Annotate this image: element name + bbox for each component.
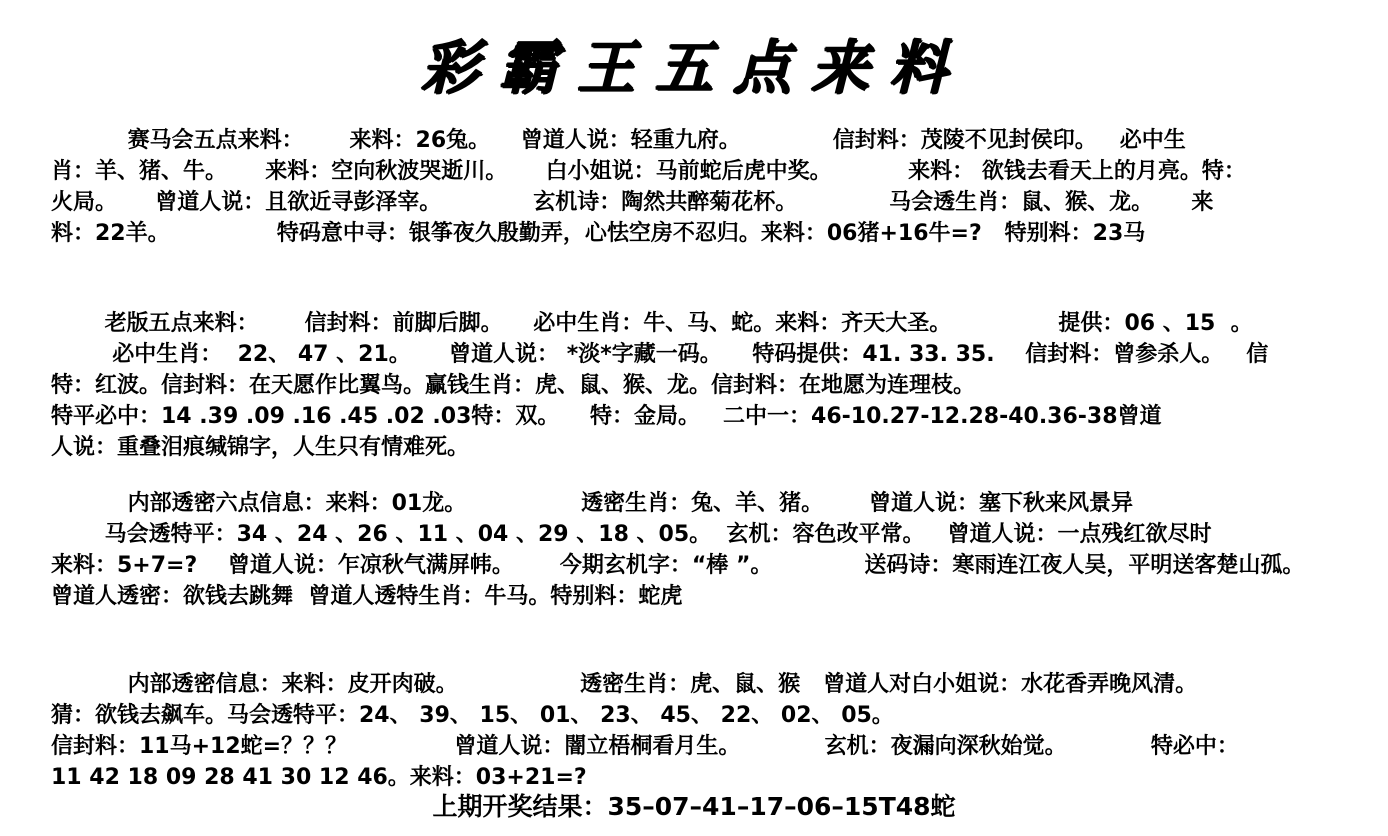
section-internal-six-point-info [51, 488, 1383, 612]
text-line: 特平必中：14 .39 .09 .16 .45 .02 .03特：双。 特：金局。 二中一：46-10.27-12.28-40.36-38曾道 [51, 404, 1162, 429]
page-title: 彩霸王五点来料 [420, 34, 967, 102]
text-line: 特：红波。信封料：在天愿作比翼鸟。赢钱生肖：虎、鼠、猴、龙。信封料：在地愿为连理枝。 [51, 373, 976, 398]
last-draw-result: 上期开奖结果：35–07–41–17–06–15T48蛇 [432, 792, 956, 821]
text-line: 11 42 18 09 28 41 30 12 46。来料：03+21=? [51, 765, 587, 790]
text-line: 信封料：11马+12蛇=？？？ 曾道人说：闇立梧桐看月生。 玄机：夜漏向深秋始觉。 特必中： [51, 734, 1239, 759]
text-line: 肖：羊、猪、牛。 来料：空向秋波哭逝川。 白小姐说：马前蛇后虎中奖。 来料： 欲钱去看天上的月亮。特： [51, 159, 1246, 184]
section-old-version-info [51, 308, 1383, 463]
text-line: 内部透密六点信息：来料：01龙。 透密生肖：兔、羊、猪。 曾道人说：塞下秋来风景异 [51, 491, 1134, 516]
text-line: 必中生肖： 22、 47 、21。 曾道人说： *淡*字藏一码。 特码提供：41. 33. 35. 信封料：曾参杀人。 信 [51, 342, 1269, 367]
text-line: 曾道人透密：欲钱去跳舞 曾道人透特生肖：牛马。特别料：蛇虎 [51, 584, 683, 609]
text-line: 火局。 曾道人说：且欲近寻彭泽宰。 玄机诗：陶然共醉菊花杯。 马会透生肖：鼠、猴、龙。 来 [51, 190, 1214, 215]
text-line: 内部透密信息：来料：皮开肉破。 透密生肖：虎、鼠、猴 曾道人对白小姐说：水花香弄晚风清。 [51, 672, 1198, 697]
text-line: 猜：欲钱去飙车。马会透特平：24、 39、 15、 01、 23、 45、 22、 02、 05。 [51, 703, 894, 728]
text-line: 人说：重叠泪痕缄锦字，人生只有情难死。 [51, 435, 470, 460]
text-line: 料：22羊。 特码意中寻：银筝夜久殷勤弄，心怯空房不忍归。来料：06猪+16牛=? 特别料：23马 [51, 221, 1146, 246]
text-line: 老版五点来料： 信封料：前脚后脚。 必中生肖：牛、马、蛇。来料：齐天大圣。 提供：06 、15 。 [51, 311, 1253, 336]
section-internal-info [51, 669, 1383, 793]
section-five-point-info [51, 125, 1383, 249]
text-line: 赛马会五点来料： 来料：26兔。 曾道人说：轻重九府。 信封料：茂陵不见封侯印。 必中生 [51, 128, 1186, 153]
text-line: 来料：5+7=? 曾道人说：乍凉秋气满屏帏。 今期玄机字：“棒 ”。 送码诗：寒雨连江夜人吴，平明送客楚山孤。 [51, 553, 1305, 578]
text-line: 马会透特平：34 、24 、26 、11 、04 、29 、18 、05。 玄机：容色改平常。 曾道人说：一点残红欲尽时 [51, 522, 1212, 547]
